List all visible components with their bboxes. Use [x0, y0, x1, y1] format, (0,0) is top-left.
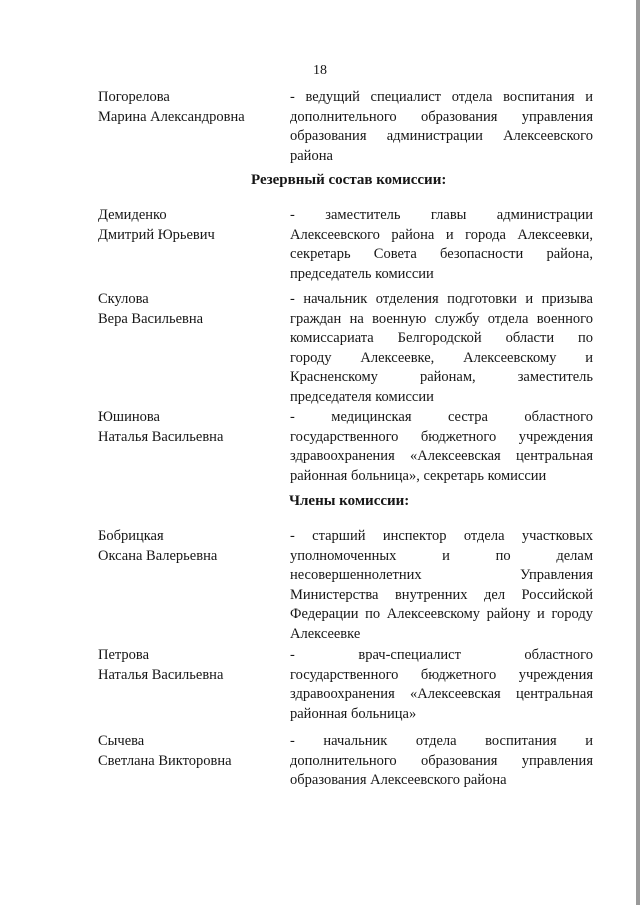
member-role-line: дополнительного образования управления [290, 752, 593, 769]
member-role-line: образования администрации Алексеевского [290, 128, 593, 144]
member-role-line: здравоохранения «Алексеевская центральная [290, 686, 593, 702]
member-role-line: председатель комиссии [290, 265, 434, 282]
member-surname: Скулова [98, 291, 149, 307]
member-role-line: - начальник отдела воспитания и [290, 733, 593, 749]
member-role-line: - ведущий специалист отдела воспитания и [290, 89, 593, 105]
member-surname: Петрова [98, 647, 150, 663]
member-role-line: районная больница» [290, 705, 417, 722]
member-given-names: Наталья Васильевна [98, 428, 224, 445]
member-role-line: Министерства внутренних дел Российской [290, 586, 593, 603]
member-given-names: Марина Александровна [98, 108, 245, 125]
page-number: 18 [313, 63, 327, 78]
member-role [290, 290, 593, 407]
member-role-line: - старший инспектор отдела участковых [290, 528, 593, 544]
member-role-line: Красненскому районам, заместитель [290, 369, 593, 385]
member-role-line: Алексеевского района и города Алексеевки, [290, 226, 593, 243]
member-role-line: комиссариата Белгородской области по [290, 330, 593, 346]
member-role-line: - заместитель главы администрации [290, 207, 593, 223]
member-role-line: городу Алексеевке, Алексеевскому и [290, 349, 593, 366]
member-role-line: секретарь Совета безопасности района, [290, 246, 593, 262]
member-role-line: государственного бюджетного учреждения [290, 666, 593, 683]
member-given-names: Вера Васильевна [98, 310, 204, 327]
member-role [290, 408, 593, 486]
member-surname: Сычева [98, 733, 145, 749]
member-name [98, 732, 283, 771]
member-role-line: Федерации по Алексеевскому району и городу [290, 606, 593, 622]
page-edge [636, 0, 640, 905]
member-role [290, 732, 593, 791]
member-role-line: - медицинская сестра областного [290, 409, 593, 425]
member-name [98, 646, 283, 685]
member-name [98, 206, 283, 245]
member-name [98, 88, 283, 127]
member-role-line: председателя комиссии [290, 388, 434, 405]
member-role-line: - начальник отделения подготовки и призыва [290, 291, 593, 307]
member-role-line: районная больница», секретарь комиссии [290, 467, 547, 484]
member-given-names: Светлана Викторовна [98, 752, 232, 769]
member-role [290, 527, 593, 644]
member-role-line: государственного бюджетного учреждения [290, 428, 593, 445]
member-surname: Погорелова [98, 89, 170, 105]
member-given-names: Оксана Валерьевна [98, 547, 218, 564]
member-role-line: граждан на военную службу отдела военного [290, 310, 593, 327]
member-role-line: дополнительного образования управления [290, 108, 593, 125]
member-role-line: несовершеннолетних Управления [290, 567, 593, 583]
member-name [98, 408, 283, 447]
member-surname: Юшинова [98, 409, 160, 425]
member-name [98, 527, 283, 566]
member-role-line: - врач-специалист областного [290, 647, 593, 663]
member-role [290, 88, 593, 166]
section-heading-members: Члены комиссии: [289, 493, 410, 509]
member-role-line: образования Алексеевского района [290, 772, 507, 788]
member-surname: Демиденко [98, 207, 167, 223]
member-role-line: района [290, 147, 333, 164]
member-role [290, 646, 593, 724]
member-given-names: Дмитрий Юрьевич [98, 226, 215, 243]
section-heading-reserve: Резервный состав комиссии: [251, 172, 447, 188]
member-role-line: уполномоченных и по делам [290, 547, 593, 564]
member-role [290, 206, 593, 284]
member-surname: Бобрицкая [98, 528, 164, 544]
member-role-line: здравоохранения «Алексеевская центральная [290, 448, 593, 464]
member-name [98, 290, 283, 329]
member-given-names: Наталья Васильевна [98, 666, 224, 683]
member-role-line: Алексеевке [290, 625, 361, 642]
